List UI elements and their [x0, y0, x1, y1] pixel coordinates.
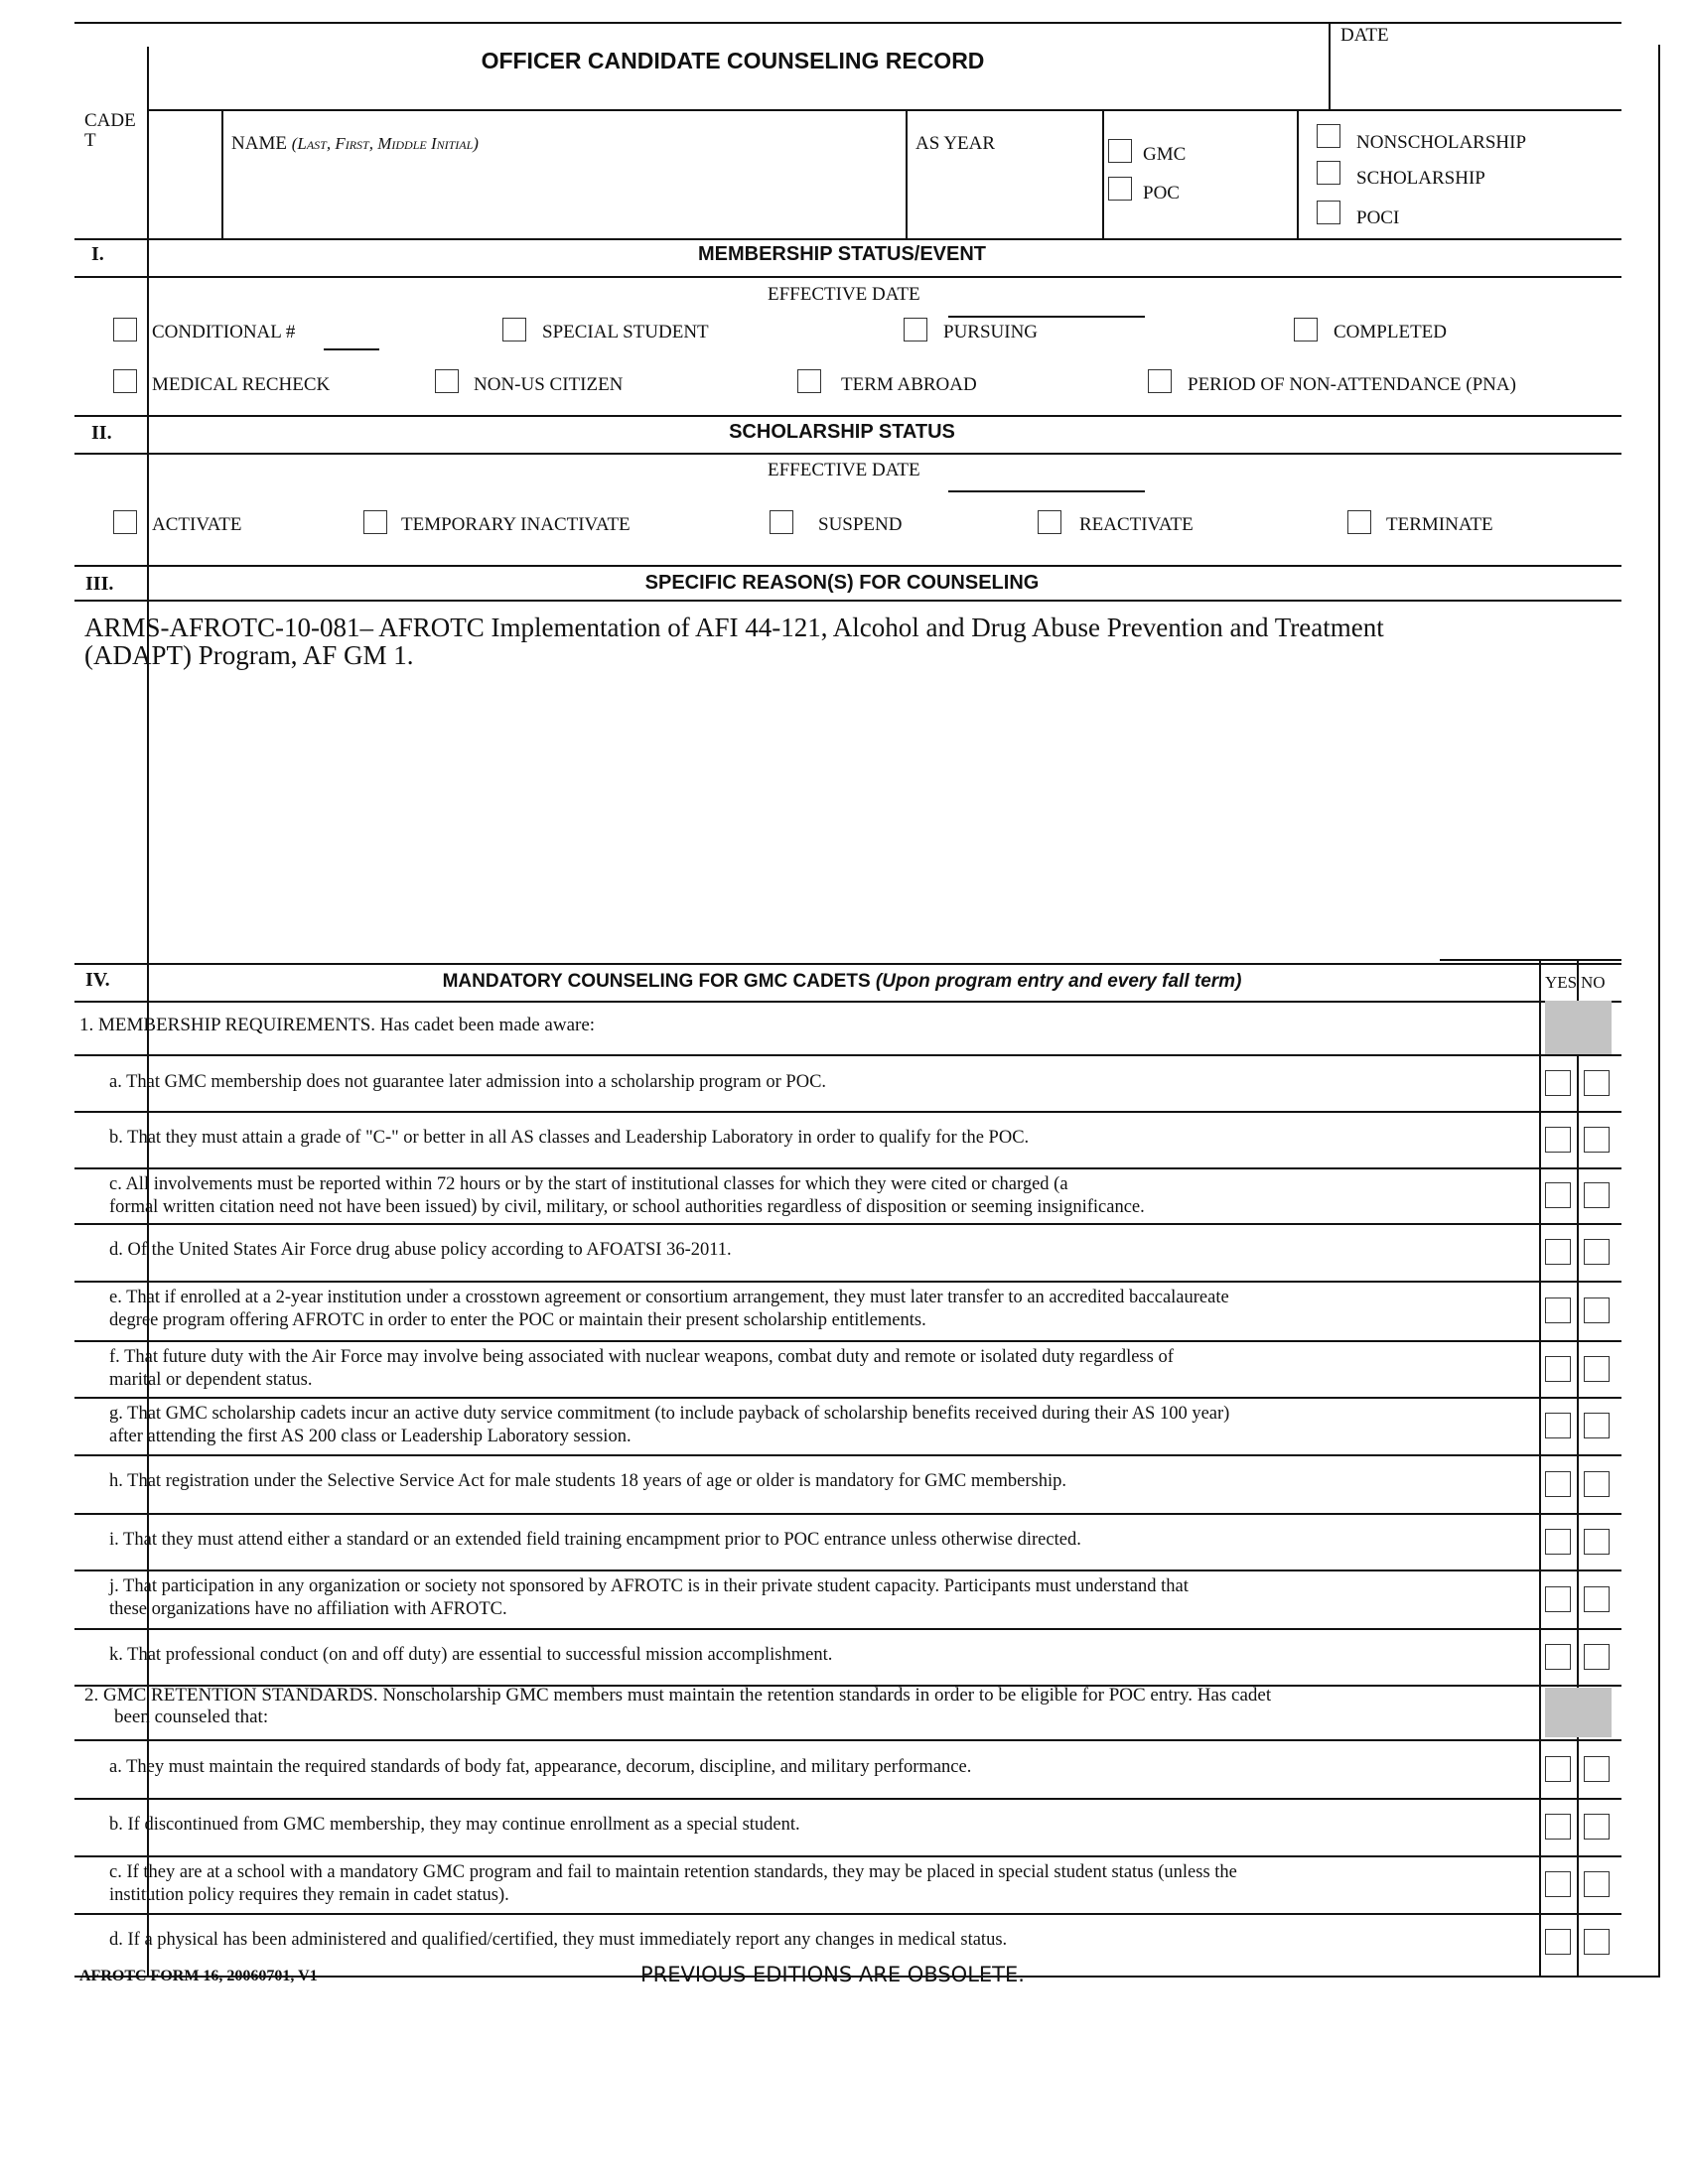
group1-no-checkbox[interactable] — [1584, 1529, 1610, 1555]
right-border-line — [1658, 45, 1660, 1976]
medical-recheck-checkbox[interactable] — [113, 369, 137, 393]
group2-no-checkbox[interactable] — [1584, 1814, 1610, 1840]
section4-header-line — [74, 1001, 1621, 1003]
group1-no-checkbox[interactable] — [1584, 1356, 1610, 1382]
nonscholarship-label: NONSCHOLARSHIP — [1356, 132, 1527, 153]
group1-row-5 — [74, 1340, 1621, 1397]
gmc-label: GMC — [1143, 144, 1187, 165]
group2-item-text: a. They must maintain the required standards of body fat, appearance, decorum, discipline, and military performance. — [109, 1757, 972, 1777]
section4-top-line — [74, 963, 1621, 965]
scholarship-checkbox[interactable] — [1317, 161, 1340, 185]
section1-effective-date-label: EFFECTIVE DATE — [768, 284, 920, 305]
pna-checkbox[interactable] — [1148, 369, 1172, 393]
scholarship-divider — [1297, 109, 1299, 240]
poci-label: POCI — [1356, 207, 1400, 228]
group1-yes-checkbox[interactable] — [1545, 1356, 1571, 1382]
pursuing-checkbox[interactable] — [904, 318, 927, 341]
group2-yes-checkbox[interactable] — [1545, 1814, 1571, 1840]
special-student-checkbox[interactable] — [502, 318, 526, 341]
group1-no-checkbox[interactable] — [1584, 1644, 1610, 1670]
activate-checkbox[interactable] — [113, 510, 137, 534]
poc-checkbox[interactable] — [1108, 177, 1132, 201]
medical-recheck-label: MEDICAL RECHECK — [152, 374, 331, 395]
group2-row-0 — [74, 1740, 1621, 1798]
section3-top-line — [74, 565, 1621, 567]
group1-item-text: e. That if enrolled at a 2-year institution under a crosstown agreement or consortium arrangement, they must later transfer to an accredited baccalaureate degree program offering AFROTC in order to enter the POC or maintain their present scholarship entitlements. — [109, 1288, 1229, 1330]
group2-yes-checkbox[interactable] — [1545, 1871, 1571, 1897]
group2-item-text: b. If discontinued from GMC membership, they may continue enrollment as a special student. — [109, 1815, 800, 1835]
group1-no-checkbox[interactable] — [1584, 1586, 1610, 1612]
group1-yes-checkbox[interactable] — [1545, 1586, 1571, 1612]
group2-no-checkbox[interactable] — [1584, 1929, 1610, 1955]
section1-title: MEMBERSHIP STATUS/EVENT — [697, 243, 987, 265]
section1-top-line — [74, 238, 1621, 240]
group1-gray-cell — [1545, 1001, 1612, 1055]
group1-no-checkbox[interactable] — [1584, 1471, 1610, 1497]
pna-label: PERIOD OF NON-ATTENDANCE (PNA) — [1188, 374, 1516, 395]
conditional-label: CONDITIONAL # — [152, 322, 296, 342]
section2-numeral: II. — [91, 422, 112, 444]
group1-item-text: j. That participation in any organization or society not sponsored by AFROTC is in their private student capacity. Participants must understand that these organizations have no affiliation with AFROTC. — [109, 1576, 1189, 1619]
group1-no-checkbox[interactable] — [1584, 1127, 1610, 1153]
group1-row-6 — [74, 1397, 1621, 1454]
section4-numeral: IV. — [85, 969, 110, 991]
group1-item-text: a. That GMC membership does not guarantee later admission into a scholarship program or POC. — [109, 1072, 827, 1092]
form-id: AFROTC FORM 16, 20060701, V1 — [79, 1968, 318, 1984]
group1-yes-checkbox[interactable] — [1545, 1070, 1571, 1096]
group1-yes-checkbox[interactable] — [1545, 1127, 1571, 1153]
suspend-checkbox[interactable] — [770, 510, 793, 534]
group1-item-text: g. That GMC scholarship cadets incur an active duty service commitment (to include payback of scholarship benefits received during their AS 100 year) after attending the first AS 200 class or Leadership Laboratory session. — [109, 1404, 1230, 1446]
group2-item-text: c. If they are at a school with a mandatory GMC program and fail to maintain retention standards, they may be placed in special student status (unless the institution policy requires they remain in cadet status). — [109, 1862, 1237, 1905]
group1-row-8 — [74, 1513, 1621, 1570]
gmc-divider — [1102, 109, 1104, 240]
group1-item-text: k. That professional conduct (on and off duty) are essential to successful mission accomplishment. — [109, 1645, 833, 1665]
reactivate-label: REACTIVATE — [1079, 514, 1194, 535]
group2-item-text: d. If a physical has been administered and qualified/certified, they must immediately report any changes in medical status. — [109, 1930, 1008, 1950]
poci-checkbox[interactable] — [1317, 201, 1340, 224]
conditional-checkbox[interactable] — [113, 318, 137, 341]
group1-heading: 1. MEMBERSHIP REQUIREMENTS. Has cadet been made aware: — [79, 1015, 596, 1035]
section1-effective-date-line[interactable] — [948, 316, 1145, 318]
group1-no-checkbox[interactable] — [1584, 1297, 1610, 1323]
group1-no-checkbox[interactable] — [1584, 1239, 1610, 1265]
as-year-divider — [906, 109, 908, 240]
form-title: OFFICER CANDIDATE COUNSELING RECORD — [481, 48, 985, 73]
name-divider-left — [221, 109, 223, 240]
group1-row-1 — [74, 1111, 1621, 1167]
nonscholarship-checkbox[interactable] — [1317, 124, 1340, 148]
section1-numeral: I. — [91, 243, 104, 265]
section2-header-line — [74, 453, 1621, 455]
section2-top-line — [74, 415, 1621, 417]
temporary-inactivate-checkbox[interactable] — [363, 510, 387, 534]
section3-title: SPECIFIC REASON(S) FOR COUNSELING — [644, 572, 1040, 594]
group1-row-7 — [74, 1454, 1621, 1513]
group1-row-9 — [74, 1570, 1621, 1628]
completed-checkbox[interactable] — [1294, 318, 1318, 341]
activate-label: ACTIVATE — [152, 514, 242, 535]
group2-row-1 — [74, 1798, 1621, 1855]
date-field[interactable] — [1333, 45, 1611, 106]
group2-row-2 — [74, 1855, 1621, 1913]
group2-no-checkbox[interactable] — [1584, 1871, 1610, 1897]
group1-item-text: b. That they must attain a grade of "C-" or better in all AS classes and Leadership Laboratory in order to qualify for the POC. — [109, 1128, 1030, 1148]
non-us-citizen-label: NON-US CITIZEN — [474, 374, 624, 395]
group2-yes-checkbox[interactable] — [1545, 1929, 1571, 1955]
counseling-reason-text[interactable]: ARMS-AFROTC-10-081– AFROTC Implementation of AFI 44-121, Alcohol and Drug Abuse Prevention and Treatment (ADAPT) Program, AF GM 1. — [84, 613, 1384, 670]
group1-yes-checkbox[interactable] — [1545, 1297, 1571, 1323]
group1-yes-checkbox[interactable] — [1545, 1644, 1571, 1670]
scholarship-label: SCHOLARSHIP — [1356, 168, 1485, 189]
gmc-checkbox[interactable] — [1108, 139, 1132, 163]
as-year-field[interactable] — [912, 159, 1100, 236]
group1-item-text: d. Of the United States Air Force drug abuse policy according to AFOATSI 36-2011. — [109, 1240, 732, 1260]
group1-no-checkbox[interactable] — [1584, 1070, 1610, 1096]
group1-item-text: i. That they must attend either a standard or an extended field training encampment prior to POC entrance unless otherwise directed. — [109, 1530, 1081, 1550]
terminate-checkbox[interactable] — [1347, 510, 1371, 534]
as-year-label: AS YEAR — [915, 133, 996, 154]
group1-no-checkbox[interactable] — [1584, 1182, 1610, 1208]
group1-yes-checkbox[interactable] — [1545, 1529, 1571, 1555]
group2-yes-checkbox[interactable] — [1545, 1756, 1571, 1782]
group2-no-checkbox[interactable] — [1584, 1756, 1610, 1782]
cadet-label: CADE T — [84, 110, 136, 151]
conditional-number-line[interactable] — [324, 348, 379, 350]
group1-row-0 — [74, 1055, 1621, 1111]
reactivate-checkbox[interactable] — [1038, 510, 1061, 534]
section4-yes-no-top-line — [1440, 959, 1621, 961]
section4-title: MANDATORY COUNSELING FOR GMC CADETS (Upon program entry and every fall term) — [442, 971, 1242, 992]
group1-row-4 — [74, 1281, 1621, 1340]
group1-item-text: h. That registration under the Selective Service Act for male students 18 years of age or older is mandatory for GMC membership. — [109, 1471, 1066, 1491]
section2-title: SCHOLARSHIP STATUS — [729, 421, 955, 443]
non-us-citizen-checkbox[interactable] — [435, 369, 459, 393]
completed-label: COMPLETED — [1334, 322, 1447, 342]
group1-yes-checkbox[interactable] — [1545, 1239, 1571, 1265]
date-divider — [1329, 22, 1331, 111]
group1-row-2 — [74, 1167, 1621, 1223]
group2-gray-cell — [1545, 1688, 1612, 1737]
group1-row-10 — [74, 1628, 1621, 1685]
section3-header-line — [74, 600, 1621, 602]
section2-effective-date-line[interactable] — [948, 490, 1145, 492]
group1-item-text: f. That future duty with the Air Force may involve being associated with nuclear weapons, combat duty and remote or isolated duty regardless of marital or dependent status. — [109, 1347, 1174, 1390]
term-abroad-label: TERM ABROAD — [841, 374, 977, 395]
special-student-label: SPECIAL STUDENT — [542, 322, 709, 342]
no-column-header: NO — [1581, 973, 1606, 992]
group1-yes-checkbox[interactable] — [1545, 1182, 1571, 1208]
group1-no-checkbox[interactable] — [1584, 1413, 1610, 1438]
header-bottom-line — [147, 109, 1621, 111]
group2-heading: 2. GMC RETENTION STANDARDS. Nonscholarship GMC members must maintain the retention standards in order to be eligible for POC entry. Has cadet been counseled that: — [84, 1685, 1272, 1727]
name-label: NAME (Last, First, Middle Initial) — [231, 133, 479, 154]
temporary-inactivate-label: TEMPORARY INACTIVATE — [401, 514, 631, 535]
obsolete-notice: PREVIOUS EDITIONS ARE OBSOLETE. — [640, 1963, 1025, 1986]
date-label: DATE — [1340, 25, 1389, 46]
term-abroad-checkbox[interactable] — [797, 369, 821, 393]
section1-header-line — [74, 276, 1621, 278]
terminate-label: TERMINATE — [1386, 514, 1493, 535]
section3-numeral: III. — [85, 573, 114, 595]
yes-column-header: YES — [1545, 973, 1578, 992]
suspend-label: SUSPEND — [818, 514, 903, 535]
name-field[interactable] — [226, 159, 902, 236]
group1-yes-checkbox[interactable] — [1545, 1413, 1571, 1438]
top-border — [74, 22, 1621, 24]
pursuing-label: PURSUING — [943, 322, 1039, 342]
group1-yes-checkbox[interactable] — [1545, 1471, 1571, 1497]
group1-row-3 — [74, 1223, 1621, 1281]
poc-label: POC — [1143, 183, 1180, 204]
group1-item-text: c. All involvements must be reported within 72 hours or by the start of institutional classes for which they were cited or charged (a formal written citation need not have been issued) by civil, military, or school authorities regardless of disposition or seeming insignificance. — [109, 1174, 1145, 1217]
section2-effective-date-label: EFFECTIVE DATE — [768, 460, 920, 480]
